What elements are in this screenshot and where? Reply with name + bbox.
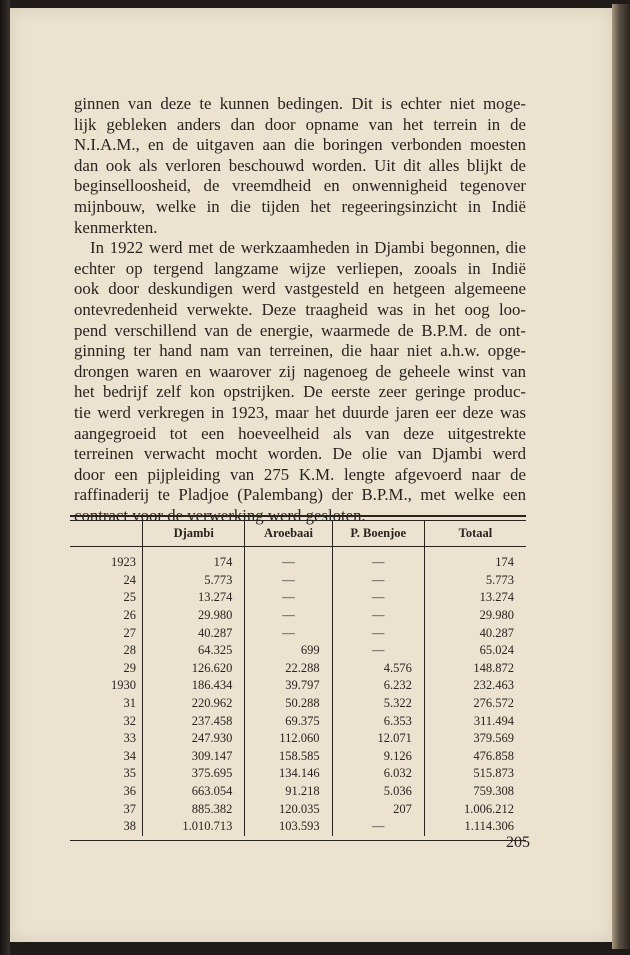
- cell-year: 24: [123, 572, 136, 587]
- cell-year: 1930: [111, 678, 136, 693]
- cell-p-boenjoe: —: [332, 818, 424, 836]
- text-line: beginselloosheid, de vreemdheid en onwennigheid tegenover: [74, 176, 526, 196]
- text-line: echter op tergend langzame wijze verliepen, zooals in Indië: [74, 258, 526, 278]
- text-line: In 1922 werd met de werkzaamheden in Djambi begonnen, die: [90, 238, 526, 258]
- cell-p-boenjoe: —: [332, 624, 424, 642]
- cell-year: 35: [123, 766, 136, 781]
- cell-p-boenjoe: 6.353: [332, 712, 424, 730]
- cell-year: 32: [123, 713, 136, 728]
- cell-p-boenjoe: —: [332, 572, 424, 590]
- cell-djambi: 40.287: [143, 624, 245, 642]
- cell-p-boenjoe: 6.032: [332, 765, 424, 783]
- text-line: contract voor de verwerking werd gesloten.: [74, 505, 366, 525]
- cell-year: 28: [123, 643, 136, 658]
- cell-year: 37: [123, 801, 136, 816]
- cell-djambi: 174: [143, 547, 245, 572]
- text-line: raffinaderij te Pladjoe (Palembang) der B.P.M., met welke een: [74, 485, 526, 505]
- table-body: [70, 547, 526, 836]
- cell-totaal: 276.572: [424, 695, 526, 713]
- cell-year: 29: [123, 660, 136, 675]
- table-row: [70, 695, 526, 713]
- cell-totaal: 515.873: [424, 765, 526, 783]
- page-right-edge: [612, 4, 630, 949]
- cell-totaal: 232.463: [424, 677, 526, 695]
- cell-aroebaai: —: [245, 624, 332, 642]
- cell-djambi: 885.382: [143, 800, 245, 818]
- table-row: [70, 800, 526, 818]
- cell-aroebaai: 69.375: [245, 712, 332, 730]
- cell-aroebaai: 120.035: [245, 800, 332, 818]
- cell-djambi: 220.962: [143, 695, 245, 713]
- cell-aroebaai: 112.060: [245, 730, 332, 748]
- text-line: kenmerkten.: [74, 217, 158, 237]
- cell-year: 1923: [111, 555, 136, 570]
- cell-djambi: 5.773: [143, 572, 245, 590]
- cell-djambi: 13.274: [143, 589, 245, 607]
- cell-p-boenjoe: 6.232: [332, 677, 424, 695]
- cell-djambi: 663.054: [143, 783, 245, 801]
- cell-year: 31: [123, 696, 136, 711]
- cell-totaal: 311.494: [424, 712, 526, 730]
- production-data-table: [70, 521, 526, 836]
- cell-djambi: 309.147: [143, 748, 245, 766]
- table-row: [70, 730, 526, 748]
- production-table: [70, 515, 526, 841]
- cell-year: 26: [123, 608, 136, 623]
- cell-djambi: 126.620: [143, 660, 245, 678]
- cell-totaal: 174: [424, 547, 526, 572]
- header-p-boenjoe: P. Boenjoe: [332, 521, 424, 547]
- text-line: door een pijpleiding van 275 K.M. lengte afgevoerd naar de: [74, 464, 526, 484]
- table-row: [70, 748, 526, 766]
- cell-totaal: 476.858: [424, 748, 526, 766]
- cell-djambi: 1.010.713: [143, 818, 245, 836]
- cell-year: 34: [123, 748, 136, 763]
- cell-totaal: 29.980: [424, 607, 526, 625]
- cell-year: 25: [123, 590, 136, 605]
- cell-djambi: 64.325: [143, 642, 245, 660]
- cell-p-boenjoe: —: [332, 607, 424, 625]
- cell-aroebaai: 50.288: [245, 695, 332, 713]
- cell-totaal: 759.308: [424, 783, 526, 801]
- table-row: [70, 607, 526, 625]
- cell-totaal: 40.287: [424, 624, 526, 642]
- table-bottom-rule: [70, 840, 526, 841]
- table-row: [70, 818, 526, 836]
- cell-aroebaai: 158.585: [245, 748, 332, 766]
- cell-p-boenjoe: 4.576: [332, 660, 424, 678]
- cell-year: 27: [123, 625, 136, 640]
- cell-totaal: 5.773: [424, 572, 526, 590]
- cell-djambi: 186.434: [143, 677, 245, 695]
- cell-totaal: 1.114.306: [424, 818, 526, 836]
- table-row: [70, 712, 526, 730]
- table-row: [70, 572, 526, 590]
- table-row: [70, 765, 526, 783]
- cell-aroebaai: —: [245, 589, 332, 607]
- paragraph-2: [74, 238, 526, 526]
- cell-totaal: 379.569: [424, 730, 526, 748]
- cell-aroebaai: 699: [245, 642, 332, 660]
- cell-year: 38: [123, 819, 136, 834]
- body-text: [74, 94, 526, 526]
- cell-totaal: 13.274: [424, 589, 526, 607]
- cell-p-boenjoe: —: [332, 589, 424, 607]
- header-aroebaai: Aroebaai: [245, 521, 332, 547]
- cell-djambi: 237.458: [143, 712, 245, 730]
- cell-year: 36: [123, 784, 136, 799]
- cell-totaal: 148.872: [424, 660, 526, 678]
- header-djambi: Djambi: [143, 521, 245, 547]
- cell-p-boenjoe: 5.036: [332, 783, 424, 801]
- text-line: terreinen verwacht mocht worden. De olie van Djambi werd: [74, 444, 526, 464]
- cell-aroebaai: 22.288: [245, 660, 332, 678]
- cell-aroebaai: 39.797: [245, 677, 332, 695]
- page-left-edge: [0, 0, 10, 955]
- table-row: [70, 660, 526, 678]
- cell-aroebaai: 103.593: [245, 818, 332, 836]
- cell-p-boenjoe: 5.322: [332, 695, 424, 713]
- cell-totaal: 65.024: [424, 642, 526, 660]
- cell-p-boenjoe: —: [332, 547, 424, 572]
- text-line: N.I.A.M., en de uitgaven aan die boringen verbonden moesten: [74, 135, 526, 155]
- cell-p-boenjoe: —: [332, 642, 424, 660]
- table-row: [70, 642, 526, 660]
- table-row: [70, 624, 526, 642]
- table-row: [70, 677, 526, 695]
- text-line: mijnbouw, welke in die tijden het regeeringsinzicht in Indië: [74, 196, 526, 216]
- page-number: 205: [506, 834, 530, 851]
- cell-aroebaai: —: [245, 547, 332, 572]
- text-line: het bedrijf zelf kon opstrijken. De eerste zeer geringe produc-: [74, 382, 526, 402]
- cell-djambi: 29.980: [143, 607, 245, 625]
- text-line: pend verschillend van de energie, waarmede de B.P.M. de ont-: [74, 320, 526, 340]
- cell-djambi: 375.695: [143, 765, 245, 783]
- cell-aroebaai: 91.218: [245, 783, 332, 801]
- cell-aroebaai: —: [245, 607, 332, 625]
- cell-totaal: 1.006.212: [424, 800, 526, 818]
- cell-p-boenjoe: 207: [332, 800, 424, 818]
- text-line: ginnen van deze te kunnen bedingen. Dit is echter niet moge-: [74, 94, 526, 113]
- text-line: aangegroeid tot een hoeveelheid als van deze uitgestrekte: [74, 423, 526, 443]
- cell-year: 33: [123, 731, 136, 746]
- table-row: [70, 589, 526, 607]
- text-line: drongen waren en waarover zij nagenoeg de geheele winst van: [74, 361, 526, 381]
- header-year: [70, 521, 143, 547]
- text-line: ontevredenheid verwekte. Deze traagheid was in het oog loo-: [74, 299, 526, 319]
- table-row: [70, 783, 526, 801]
- text-line: ook door deskundigen werd vastgesteld en hetgeen algemeene: [74, 279, 526, 299]
- cell-p-boenjoe: 12.071: [332, 730, 424, 748]
- text-line: dan ook als verloren beschouwd worden. Uit dit alles blijkt de: [74, 155, 526, 175]
- text-line: tie werd verkregen in 1923, maar het duurde jaren eer deze was: [74, 402, 526, 422]
- table-row: [70, 547, 526, 572]
- cell-p-boenjoe: 9.126: [332, 748, 424, 766]
- cell-aroebaai: —: [245, 572, 332, 590]
- table-header-row: [70, 521, 526, 547]
- cell-djambi: 247.930: [143, 730, 245, 748]
- text-line: lijk gebleken anders dan door opname van het terrein in de: [74, 114, 526, 134]
- header-totaal: Totaal: [424, 521, 526, 547]
- paragraph-1: [74, 94, 526, 238]
- text-line: ginning ter hand nam van terreinen, die haar niet a.h.w. opge-: [74, 341, 526, 361]
- table-top-rule: [70, 515, 526, 517]
- cell-aroebaai: 134.146: [245, 765, 332, 783]
